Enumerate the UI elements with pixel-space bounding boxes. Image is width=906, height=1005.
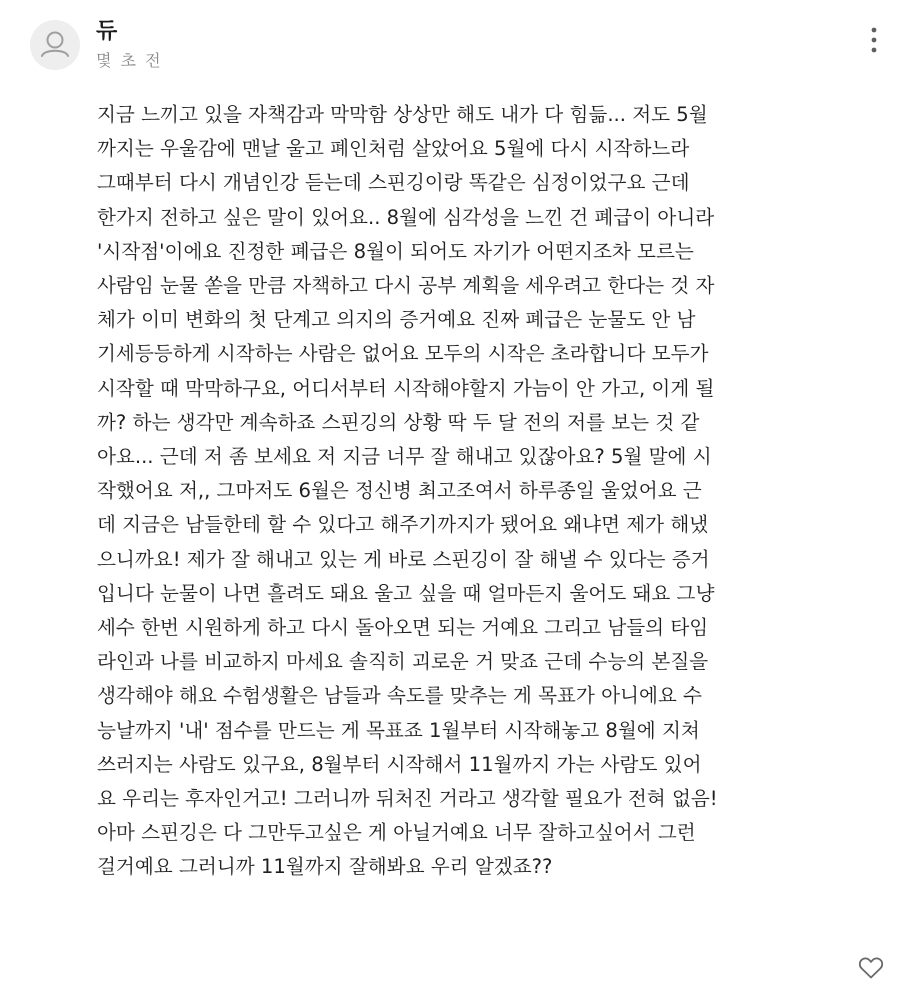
default-user-avatar-icon bbox=[30, 20, 80, 70]
comment-text-line: 쓰러지는 사람도 있구요, 8월부터 시작해서 11월까지 가는 사람도 있어 bbox=[97, 752, 702, 776]
comment-text-line: 체가 이미 변화의 첫 단계고 의지의 증거예요 진짜 폐급은 눈물도 안 남 bbox=[97, 308, 696, 332]
comment-text-line: '시작점'이에요 진정한 폐급은 8월이 되어도 자기가 어떤지조차 모르는 bbox=[97, 239, 694, 263]
comment-text-line: 까? 하는 생각만 계속하죠 스핀깅의 상황 딱 두 달 전의 저를 보는 것 같 bbox=[97, 410, 700, 434]
like-button[interactable] bbox=[858, 956, 884, 980]
comment-text-line: 사람임 눈물 쏟을 만큼 자책하고 다시 공부 계획을 세우려고 한다는 것 자 bbox=[97, 274, 715, 298]
comment-text-line: 능날까지 '내' 점수를 만드는 게 목표죠 1월부터 시작해놓고 8월에 지쳐 bbox=[97, 718, 700, 742]
comment-text-line: 으니까요! 제가 잘 해내고 있는 게 바로 스핀깅이 잘 해낼 수 있다는 증거 bbox=[97, 547, 710, 571]
comment-text-line: 세수 한번 시원하게 하고 다시 돌아오면 되는 거예요 그리고 남들의 타임 bbox=[97, 616, 709, 640]
comment-header bbox=[30, 18, 876, 74]
comment-text-line: 아요... 근데 저 좀 보세요 저 지금 너무 잘 해내고 있잖아요? 5월 말에 시 bbox=[97, 445, 712, 469]
comment-text-line: 그때부터 다시 개념인강 듣는데 스핀깅이랑 똑같은 심정이었구요 근데 bbox=[97, 171, 690, 195]
heart-outline-icon bbox=[858, 956, 884, 980]
comment-text-line: 데 지금은 남들한테 할 수 있다고 해주기까지가 됐어요 왜냐면 제가 해냈 bbox=[97, 513, 709, 537]
comment-author[interactable]: 듀 bbox=[96, 19, 118, 44]
comment-text-line: 요 우리는 후자인거고! 그러니까 뒤처진 거라고 생각할 필요가 전혀 없음! bbox=[97, 787, 718, 811]
more-options-button[interactable] bbox=[862, 22, 886, 58]
comment-text-line: 까지는 우울감에 맨날 울고 폐인처럼 살았어요 5월에 다시 시작하느라 bbox=[97, 137, 690, 161]
comment-timestamp: 몇 초 전 bbox=[96, 51, 163, 70]
comment-text-line: 시작할 때 막막하구요, 어디서부터 시작해야할지 가늠이 안 가고, 이게 될 bbox=[97, 376, 715, 400]
comment-text-line: 걸거예요 그러니까 11월까지 잘해봐요 우리 알겠죠?? bbox=[97, 855, 553, 879]
comment-text-line: 생각해야 해요 수험생활은 남들과 속도를 맞추는 게 목표가 아니에요 수 bbox=[97, 684, 702, 708]
comment-text-line: 한가지 전하고 싶은 말이 있어요.. 8월에 심각성을 느낀 건 폐급이 아니라 bbox=[97, 205, 715, 229]
comment-text-line: 라인과 나를 비교하지 마세요 솔직히 괴로운 거 맞죠 근데 수능의 본질을 bbox=[97, 650, 709, 674]
vertical-ellipsis-icon bbox=[862, 22, 886, 58]
comment-text-line: 기세등등하게 시작하는 사람은 없어요 모두의 시작은 초라합니다 모두가 bbox=[97, 342, 709, 366]
comment-text-line: 아마 스핀깅은 다 그만두고싶은 게 아닐거예요 너무 잘하고싶어서 그런 bbox=[97, 821, 696, 845]
comment-body bbox=[97, 98, 817, 885]
avatar[interactable] bbox=[30, 20, 80, 70]
comment-text-line: 지금 느끼고 있을 자책감과 막막함 상상만 해도 내가 다 힘듦... 저도 5월 bbox=[97, 103, 708, 126]
comment-text-line: 입니다 눈물이 나면 흘려도 돼요 울고 싶을 때 얼마든지 울어도 돼요 그냥 bbox=[97, 581, 715, 605]
comment-text-line: 작했어요 저,, 그마저도 6월은 정신병 최고조여서 하루종일 울었어요 근 bbox=[97, 479, 702, 503]
